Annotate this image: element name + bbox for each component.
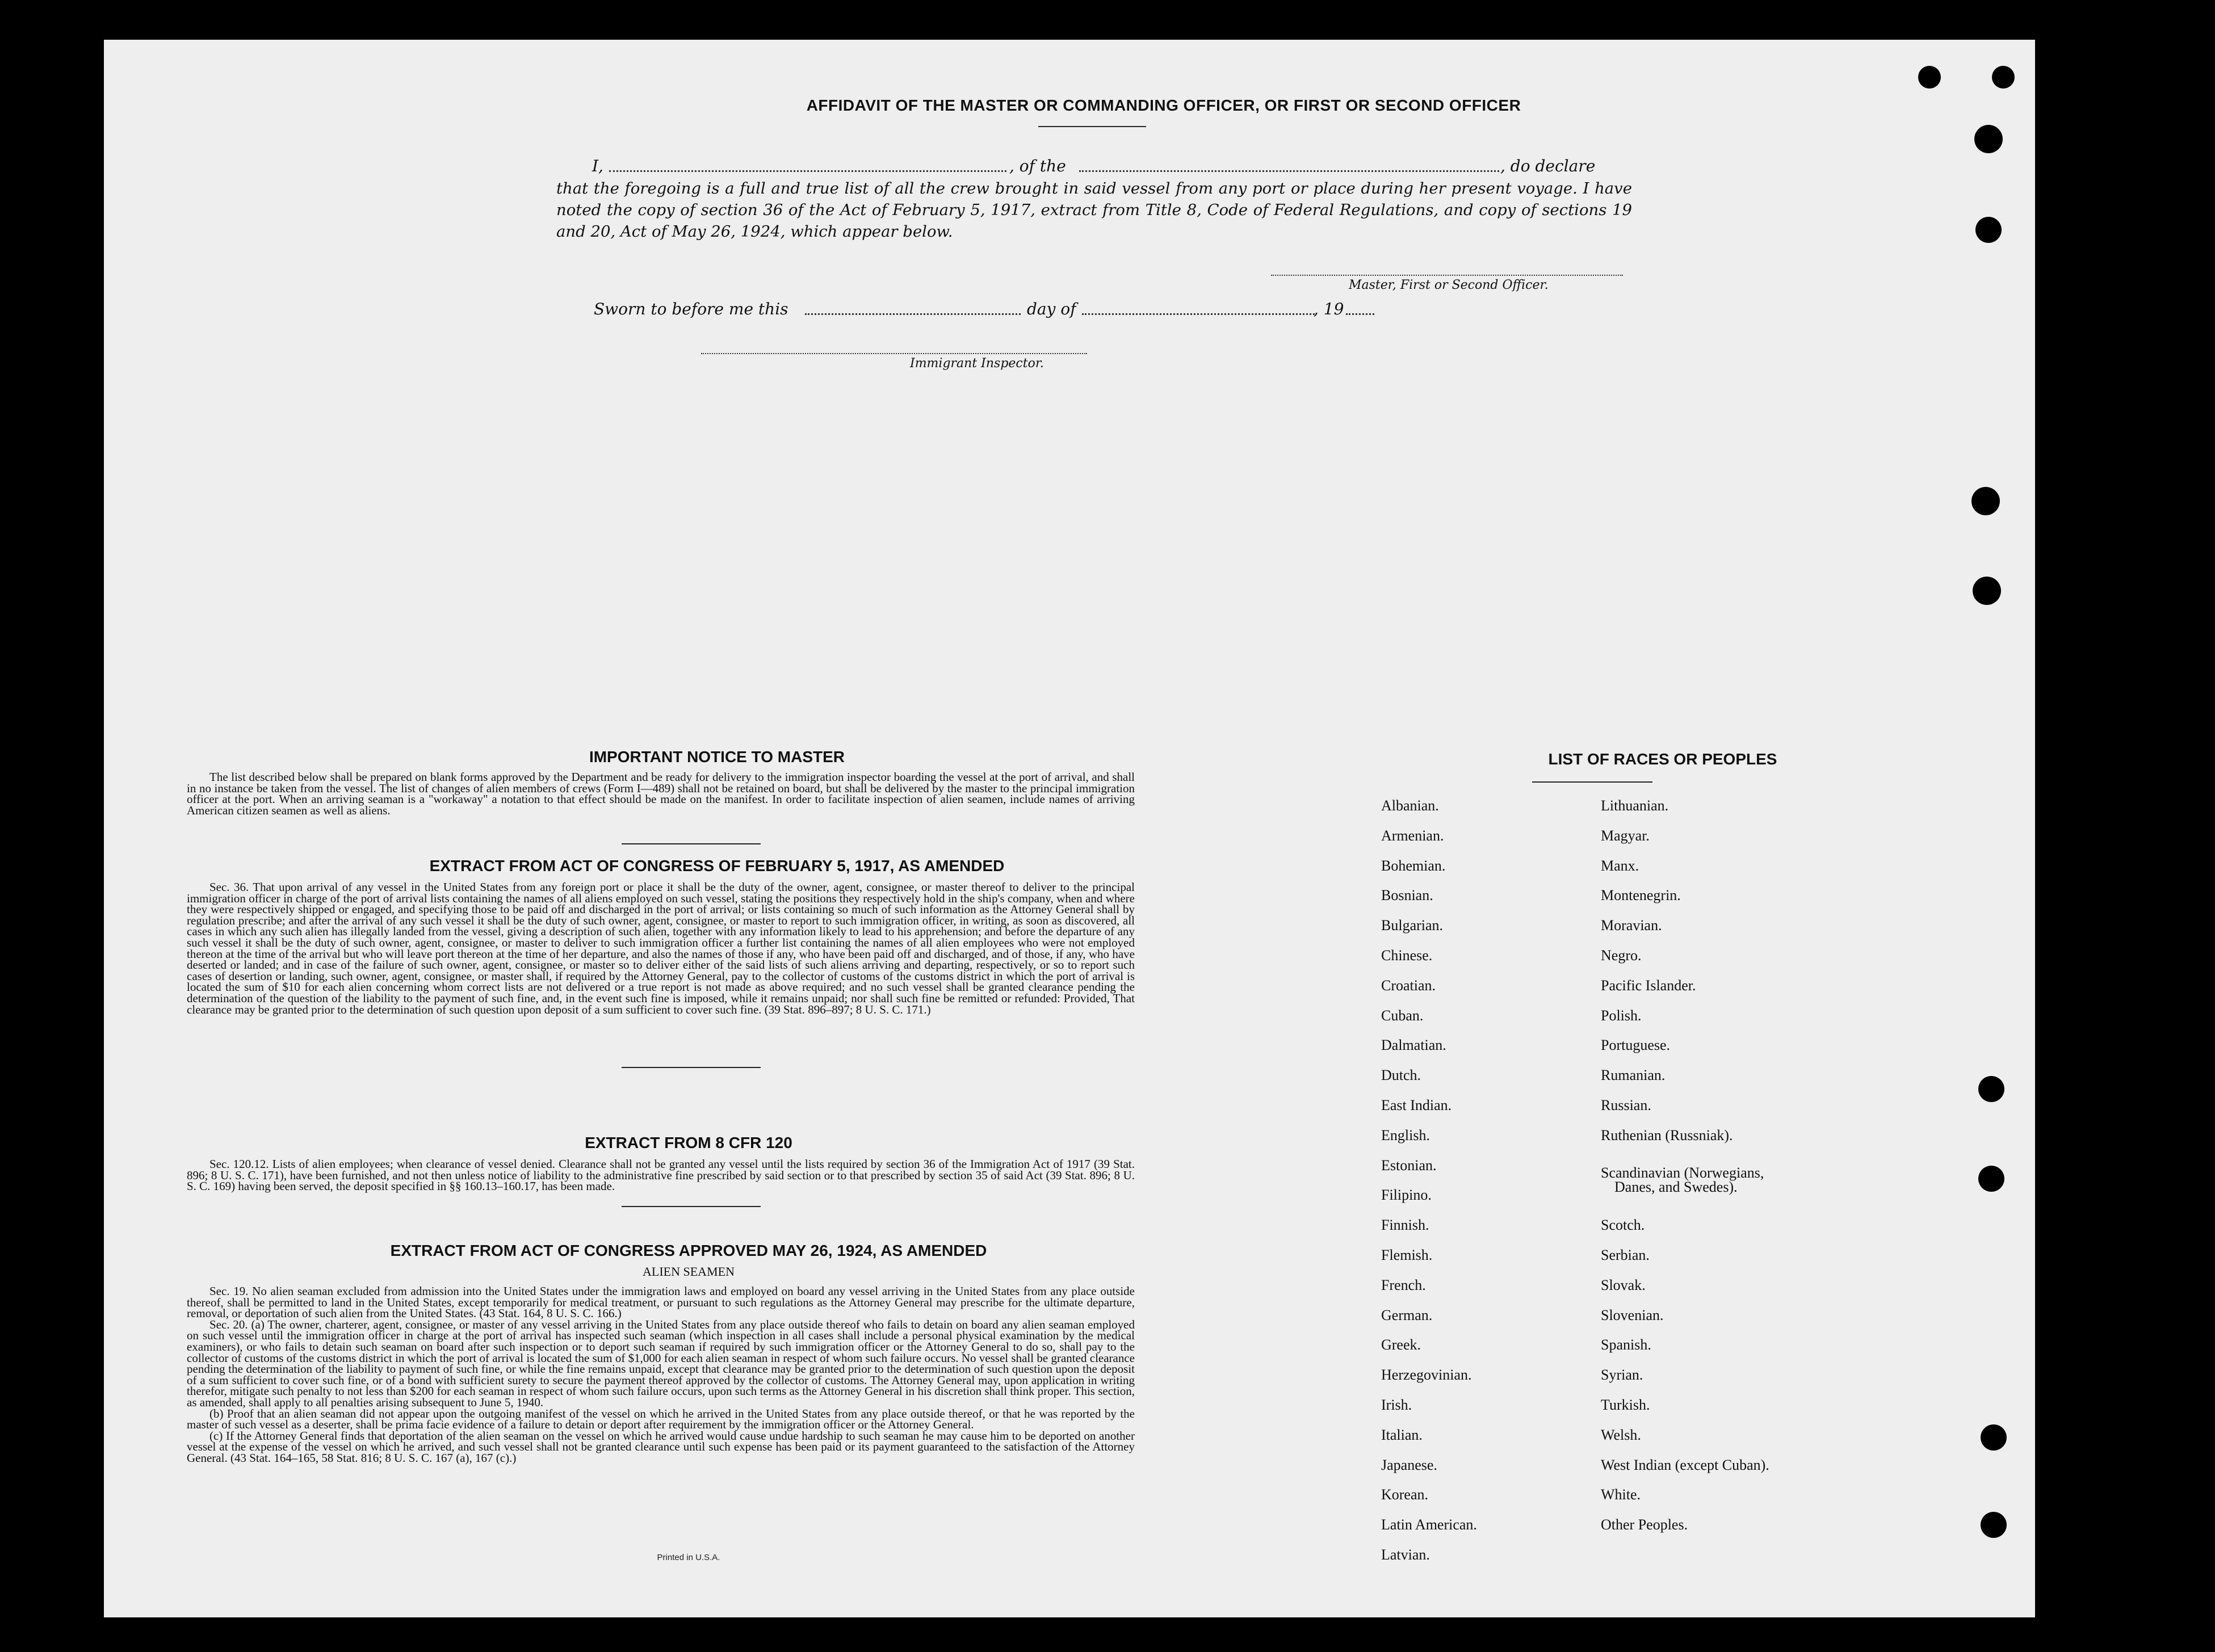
race-item: Syrian.	[1601, 1367, 1643, 1383]
race-item: Welsh.	[1601, 1427, 1641, 1443]
sworn-label: Sworn to before me this	[594, 300, 788, 318]
race-item: Flemish.	[1381, 1247, 1433, 1263]
race-item: French.	[1381, 1277, 1426, 1293]
race-item: Scotch.	[1601, 1217, 1645, 1233]
race-item: Japanese.	[1381, 1457, 1437, 1473]
race-item: Estonian.	[1381, 1157, 1437, 1174]
race-item: Irish.	[1381, 1397, 1412, 1413]
extract-cfr-title: EXTRACT FROM 8 CFR 120	[585, 1134, 792, 1151]
race-item: Latin American.	[1381, 1516, 1477, 1533]
name-blank[interactable]	[609, 170, 1006, 172]
race-item: Turkish.	[1601, 1397, 1650, 1413]
race-item: Finnish.	[1381, 1217, 1429, 1233]
master-caption: Master, First or Second Officer.	[1349, 278, 1549, 292]
race-item: Croatian.	[1381, 977, 1436, 994]
race-item: Latvian.	[1381, 1546, 1430, 1563]
race-item: Russian.	[1601, 1097, 1651, 1113]
race-item: Dutch.	[1381, 1067, 1421, 1083]
race-item: Herzegovinian.	[1381, 1367, 1472, 1383]
race-item: Greek.	[1381, 1336, 1421, 1353]
punch-hole	[1973, 577, 2001, 605]
race-item: Armenian.	[1381, 827, 1444, 844]
race-item: Pacific Islander.	[1601, 977, 1696, 994]
race-item: East Indian.	[1381, 1097, 1452, 1113]
vessel-blank[interactable]	[1079, 170, 1499, 172]
punch-hole	[1981, 1424, 2007, 1451]
race-item: Bosnian.	[1381, 887, 1433, 903]
affidavit-title-rule	[1038, 126, 1146, 127]
race-item: Filipino.	[1381, 1187, 1432, 1203]
punch-hole	[1992, 66, 2015, 89]
race-item: Other Peoples.	[1601, 1516, 1688, 1533]
document-page	[104, 40, 2035, 1617]
race-item: Dalmatian.	[1381, 1037, 1446, 1053]
punch-hole	[1981, 1512, 2007, 1538]
sec20a-paragraph: Sec. 20. (a) The owner, charterer, agent, consignee, or master of any vessel arriving in the United States from any place outside thereof who fails to detain on board any alien seaman employed on such vessel until the immigration officer in charge at the port of arrival has inspected such seaman (which inspection in all cases shall include a personal physical examination by the medical examiners), or who fails to detain such seaman on board after such inspection or to deport such seaman if required by such immigration officer or the Attorney General to do so, shall pay to the collector of customs of the customs district in which the port of arrival is located the sum of $1,000 for each alien seaman in respect of whom such failure occurs. No vessel shall be granted clearance pending the determination of the liability to payment of such fine, or while the fine remains unpaid, except that clearance may be granted prior to the determination of such question upon the deposit of a sum sufficient to cover such fine, or of a bond with sufficient surety to secure the payment thereof approved by the collector of customs. The Attorney General may, upon application in writing therefor, mitigate such penalty to not less than $200 for each seaman in respect of whom such failure occurs, upon such terms as the Attorney General in his discretion shall think proper. This section, as amended, shall apply to all penalties arising subsequent to June 5, 1940.	[187, 1317, 1135, 1409]
races-left-column	[1381, 797, 1597, 1603]
race-item: Negro.	[1601, 947, 1642, 964]
race-item: English.	[1381, 1127, 1430, 1144]
extract-1917-paragraph: Sec. 36. That upon arrival of any vessel in the United States from any foreign port or place it shall be the duty of the owner, agent, consignee, or master thereof to deliver to the principal immigration officer in charge of the port of arrival lists containing the names of all aliens employed on such vessel, stating the positions they respectively hold in the ship's company, when and where they were respectively shipped or engaged, and specifying those to be paid off and discharged in the port of arrival; or lists containing so much of such information as the Attorney General shall by regulation prescribe; and after the arrival of any such vessel it shall be the duty of such owner, agent, consignee, or master to report to such immigration officer, in writing, as soon as discovered, all cases in which any such alien has illegally landed from the vessel, giving a description of such alien, together with any information likely to lead to his apprehension; and before the departure of any such vessel it shall be the duty of such owner, agent, consignee, or master to deliver to such immigration officer a further list containing the names of all alien employees who were not employed thereon at the time of the arrival but who will leave port thereon at the time of her departure, and also the names of those if any, who have been paid off and discharged, and of those, if any, who have deserted or landed; and in case of the failure of such owner, agent, consignee, or master so to deliver either of the said lists of such aliens arriving and departing, respectively, or so to report such cases of desertion or landing, such owner, agent, consignee, or master shall, if required by the Attorney General, pay to the collector of customs of the customs district in which the port of arrival is located the sum of $10 for each alien concerning whom correct lists are not delivered or a true report is not made as above required; and no such vessel shall be granted clearance pending the determination of the question of the liability to the payment of such fine, and, in the event such fine is imposed, while it remains unpaid; nor shall such fine be remitted or refunded: Provided, That clearance may be granted prior to the determination of such question upon deposit of a sum sufficient to cover such fine. (39 Stat. 896–897; 8 U. S. C. 171.)	[187, 880, 1135, 1016]
race-item: Cuban.	[1381, 1007, 1424, 1024]
race-item: Chinese.	[1381, 947, 1433, 964]
race-item: Ruthenian (Russniak).	[1601, 1127, 1733, 1144]
sec19-paragraph: Sec. 19. No alien seaman excluded from admission into the United States under the immigration laws and employed on board any vessel arriving in the United States from any place outside thereof, shall be permitted to land in the United States, except temporarily for medical treatment, or pursuant to such regulations as the Attorney General may prescribe for the ultimate departure, removal, or deportation of such alien from the United States. (43 Stat. 164, 8 U. S. C. 166.)	[187, 1284, 1135, 1321]
race-item: Serbian.	[1601, 1247, 1650, 1263]
race-item: Danes, and Swedes).	[1614, 1179, 1738, 1195]
notice-body	[187, 772, 1135, 816]
race-item: Polish.	[1601, 1007, 1642, 1024]
race-item: Lithuanian.	[1601, 797, 1669, 814]
affidavit-of-the-label: , of the	[1009, 157, 1066, 175]
sworn-month-blank[interactable]	[1082, 313, 1315, 315]
race-item: West Indian (except Cuban).	[1601, 1457, 1769, 1473]
sworn-line	[594, 300, 1502, 322]
races-title: LIST OF RACES OR PEOPLES	[1548, 750, 1777, 768]
punch-hole	[1975, 217, 2002, 243]
punch-hole	[1974, 125, 2003, 153]
extract-cfr-body	[187, 1159, 1135, 1192]
race-item: German.	[1381, 1307, 1433, 1323]
race-item: Manx.	[1601, 857, 1639, 874]
punch-hole	[1978, 1166, 2004, 1192]
race-item: Magyar.	[1601, 827, 1650, 844]
extract-cfr-rule	[622, 1206, 761, 1207]
race-item: Bulgarian.	[1381, 917, 1444, 934]
extract-1917-rule	[622, 1067, 761, 1068]
extract-1917-title: EXTRACT FROM ACT OF CONGRESS OF FEBRUARY 5, 1917, AS AMENDED	[429, 857, 1005, 875]
inspector-caption: Immigrant Inspector.	[910, 356, 1044, 371]
race-item: Slovak.	[1601, 1277, 1646, 1293]
race-item: Albanian.	[1381, 797, 1439, 814]
race-item: Scandinavian (Norwegians,	[1601, 1165, 1764, 1181]
affidavit-declare-label: , do declare	[1500, 157, 1596, 175]
race-item: Rumanian.	[1601, 1067, 1666, 1083]
extract-1924-title: EXTRACT FROM ACT OF CONGRESS APPROVED MAY 26, 1924, AS AMENDED	[390, 1242, 987, 1259]
notice-rule	[622, 843, 761, 844]
extract-1924-subtitle: ALIEN SEAMEN	[643, 1264, 735, 1279]
extract-1924-body	[187, 1286, 1135, 1464]
punch-hole	[1971, 487, 2000, 515]
sec20b-paragraph: (b) Proof that an alien seaman did not appear upon the outgoing manifest of the vessel on which he arrived in the United States from any place outside thereof, or that he was reported by the master of such vessel as a deserter, shall be prima facie evidence of a failure to detain or deport after requirement by the immigration officer or the Attorney General.	[187, 1406, 1135, 1432]
affidavit-i-label: I,	[592, 157, 603, 175]
race-item: Korean.	[1381, 1486, 1429, 1503]
race-item: Slovenian.	[1601, 1307, 1664, 1323]
master-signature-line[interactable]	[1271, 275, 1623, 276]
race-item: White.	[1601, 1486, 1641, 1503]
sworn-year-blank[interactable]	[1346, 313, 1374, 315]
notice-paragraph: The list described below shall be prepared on blank forms approved by the Department and be ready for delivery to the immigration inspector boarding the vessel at the port of arrival, and shall in no instance be taken from the vessel. The list of changes of alien members of crews (Form I—489) shall not be retained on board, but shall be delivered by the master to the principal immigration officer at the port. When an arriving seaman is a "workaway" a notation to that effect should be made on the manifest. In order to facilitate inspection of alien seamen, include names of arriving American citizen seamen as well as aliens.	[187, 770, 1135, 817]
races-right-column	[1601, 797, 1930, 1603]
extract-1917-body	[187, 882, 1135, 1015]
races-title-rule	[1532, 781, 1652, 783]
printed-in-usa: Printed in U.S.A.	[657, 1553, 720, 1562]
race-item: Moravian.	[1601, 917, 1662, 934]
notice-title: IMPORTANT NOTICE TO MASTER	[589, 748, 845, 766]
day-of-label: day of	[1027, 300, 1076, 318]
year-label: , 19	[1314, 300, 1344, 318]
sec20c-paragraph: (c) If the Attorney General finds that deportation of the alien seaman on the vessel on which he arrived would cause undue hardship to such seaman he may cause him to be deported on another vessel at the expense of the vessel on which he arrived, and such vessel shall not be granted clearance until such expense has been paid or its payment guaranteed to the satisfaction of the Attorney General. (43 Stat. 164–165, 58 Stat. 816; 8 U. S. C. 167 (a), 167 (c).)	[187, 1428, 1135, 1465]
sworn-day-blank[interactable]	[805, 313, 1021, 315]
race-item: Bohemian.	[1381, 857, 1446, 874]
affidavit-title: AFFIDAVIT OF THE MASTER OR COMMANDING OFFICER, OR FIRST OR SECOND OFFICER	[806, 96, 1521, 114]
punch-hole	[1918, 66, 1941, 89]
extract-cfr-paragraph: Sec. 120.12. Lists of alien employees; when clearance of vessel denied. Clearance shall not be granted any vessel until the lists required by section 36 of the Immigration Act of 1917 (39 Stat. 896; 8 U. S. C. 171), have been furnished, and not then unless notice of liability to the administrative fine prescribed by said section or to that prescribed by section 35 of said Act (39 Stat. 896; 8 U. S. C. 169) having been served, the deposit specified in §§ 160.13–160.17, has been made.	[187, 1157, 1135, 1193]
inspector-signature-line[interactable]	[701, 353, 1087, 354]
punch-hole	[1978, 1076, 2004, 1102]
race-item: Italian.	[1381, 1427, 1423, 1443]
race-item: Montenegrin.	[1601, 887, 1681, 903]
race-item: Spanish.	[1601, 1336, 1651, 1353]
race-item: Portuguese.	[1601, 1037, 1671, 1053]
affidavit-body: that the foregoing is a full and true list of all the crew brought in said vessel from any port or place during her present voyage. I have noted the copy of section 36 of the Act of February 5, 1917, extract from Title 8, Code of Federal Regulations, and copy of sections 19 and 20, Act of May 26, 1924, which appear below.	[556, 179, 1632, 241]
affidavit-declaration-line	[592, 157, 1631, 179]
